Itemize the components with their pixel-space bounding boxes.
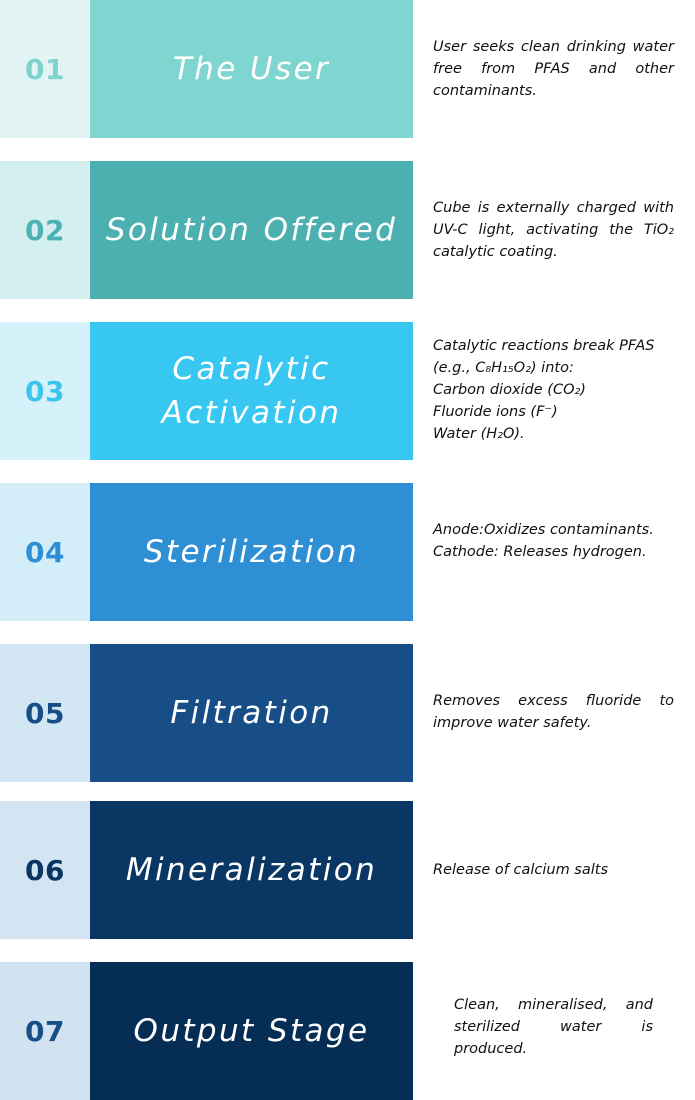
step-number-box — [0, 322, 90, 460]
step-number: 01 — [25, 52, 65, 86]
step-number-box — [0, 962, 90, 1100]
step-title-box — [90, 644, 413, 782]
description-line: Cathode: Releases hydrogen. — [433, 544, 647, 560]
step-description — [433, 335, 674, 445]
step-description: Cube is externally charged with UV-C light, activating the TiO₂ catalytic coating. — [433, 200, 674, 260]
step-06 — [0, 801, 695, 939]
step-05 — [0, 644, 695, 782]
step-04 — [0, 483, 695, 621]
step-01 — [0, 0, 695, 138]
description-line: Catalytic reactions break PFAS — [433, 338, 655, 354]
step-title-box — [90, 962, 413, 1100]
step-03 — [0, 322, 695, 460]
description-line: Anode:Oxidizes contaminants. — [433, 522, 654, 538]
step-title: Output Stage — [133, 1013, 370, 1049]
description-line: Water (H₂O). — [433, 426, 525, 442]
step-number-box — [0, 483, 90, 621]
step-title: The User — [172, 51, 331, 87]
step-07 — [0, 962, 695, 1100]
step-description: Release of calcium salts — [433, 862, 609, 878]
step-title: Sterilization — [143, 534, 360, 570]
step-title: Filtration — [170, 695, 333, 731]
step-number-box — [0, 644, 90, 782]
step-number: 02 — [25, 213, 65, 247]
step-description: User seeks clean drinking water free from PFAS and other contaminants. — [433, 39, 674, 99]
description-line: (e.g., C₈H₁₅O₂) into: — [433, 360, 574, 376]
step-title: Solution Offered — [105, 212, 398, 248]
step-title-box — [90, 161, 413, 299]
step-number: 04 — [25, 535, 65, 569]
step-number-box — [0, 0, 90, 138]
description-line: Fluoride ions (F⁻) — [433, 404, 558, 420]
step-02 — [0, 161, 695, 299]
step-title: Catalytic Activation — [161, 351, 342, 431]
step-title-box — [90, 0, 413, 138]
step-title-box — [90, 483, 413, 621]
description-line: Carbon dioxide (CO₂) — [433, 382, 586, 398]
step-number: 07 — [25, 1014, 65, 1048]
step-title-box — [90, 801, 413, 939]
step-number: 05 — [25, 696, 65, 730]
step-number: 03 — [25, 374, 65, 408]
step-title: Mineralization — [125, 852, 378, 888]
step-number: 06 — [25, 853, 65, 887]
step-description: Clean, mineralised, and sterilized water is produced. — [454, 997, 653, 1057]
step-title-box — [90, 322, 413, 460]
step-number-box — [0, 161, 90, 299]
step-description — [433, 519, 674, 563]
step-number-box — [0, 801, 90, 939]
step-description: Removes excess fluoride to improve water safety. — [433, 693, 674, 731]
